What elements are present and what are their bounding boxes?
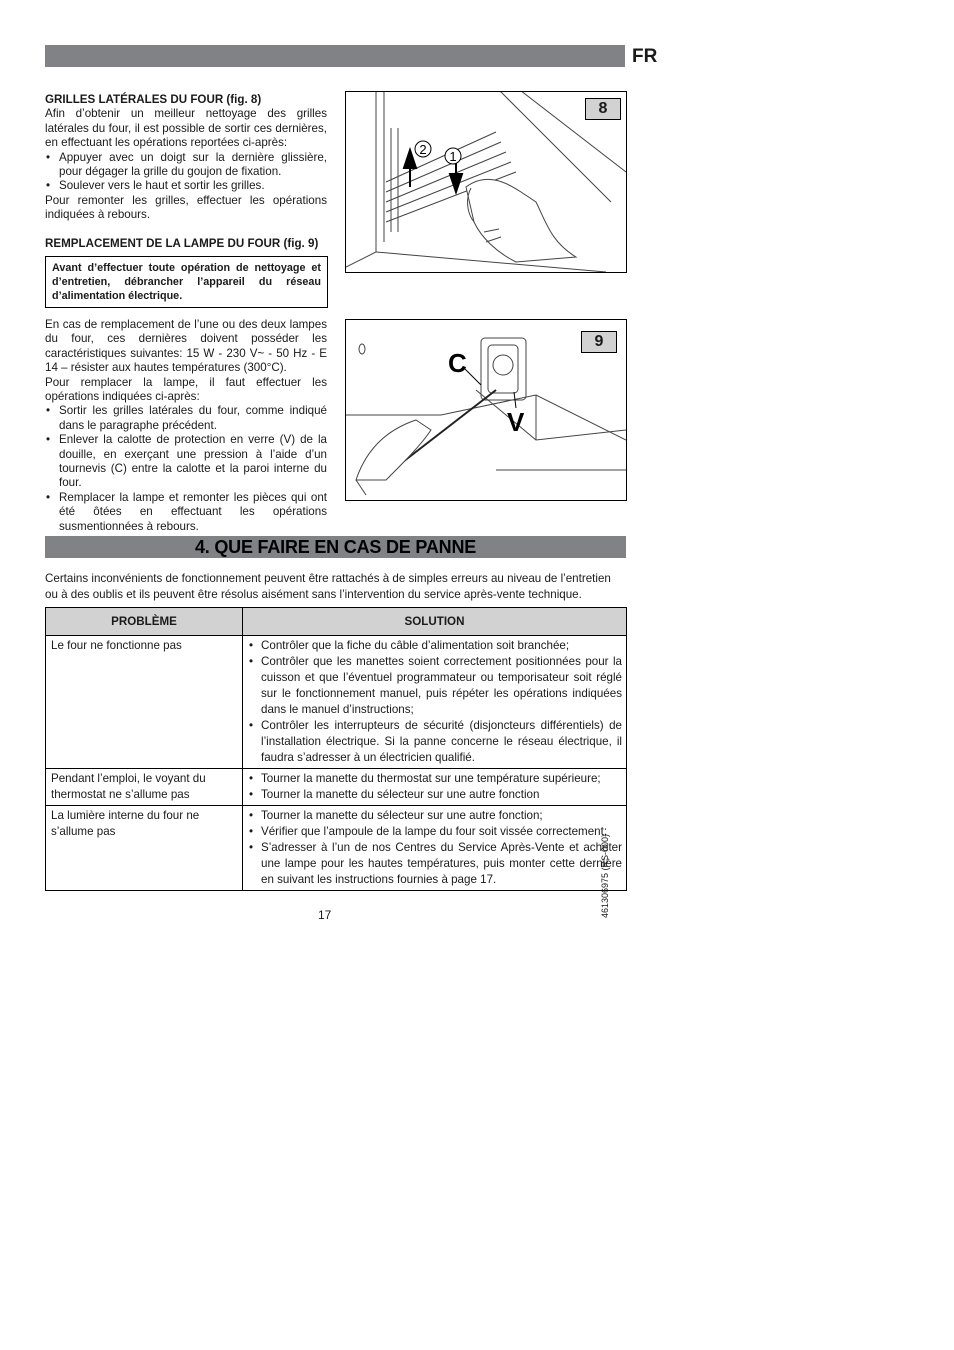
language-code: FR xyxy=(632,46,658,67)
lampe-section xyxy=(45,318,327,534)
table-row xyxy=(46,769,627,806)
figure-number: 8 xyxy=(585,98,621,120)
section-title: 4. QUE FAIRE EN CAS DE PANNE xyxy=(194,537,477,557)
list-item: • Remplacer la lampe et remonter les pièces qui ont été ôtées en effectuant les opérations susmentionnées à rebours. xyxy=(45,491,327,534)
list-item: • Sortir les grilles latérales du four, comme indiqué dans le paragraphe précédent. xyxy=(45,404,327,433)
header-bar xyxy=(45,45,625,67)
figure-number: 9 xyxy=(581,331,617,353)
table-row xyxy=(46,636,627,769)
list-item: • Appuyer avec un doigt sur la dernière glissière, pour dégager la grille du goujon de fixation. xyxy=(45,151,327,180)
lampe-title: REMPLACEMENT DE LA LAMPE DU FOUR (fig. 9) xyxy=(45,237,319,250)
section-bar xyxy=(45,536,626,558)
problem-cell: La lumière interne du four ne s’allume pas xyxy=(46,806,243,891)
label-v: V xyxy=(507,407,525,437)
grilles-outro: Pour remonter les grilles, effectuer les opérations indiquées à rebours. xyxy=(45,193,327,222)
list-item: • Tourner la manette du sélecteur sur une autre fonction xyxy=(248,787,622,803)
list-item: • Contrôler les interrupteurs de sécurité (disjoncteurs différentiels) de l’installation électrique. Si la panne concerne le réseau électrique, il faudra s’adresser à un électricien qualifié. xyxy=(248,718,622,766)
list-item: • Tourner la manette du sélecteur sur une autre fonction; xyxy=(248,808,622,824)
warning-box: Avant d’effectuer toute opération de nettoyage et d’entretien, débrancher l’appareil du réseau d’alimentation électrique. xyxy=(45,256,328,308)
lampe-bullets xyxy=(45,404,327,534)
step-2-label: 2 xyxy=(419,142,427,157)
list-item: • S’adresser à l’un de nos Centres du Service Après-Vente et acheter une lampe pour les hautes températures, puis monter cette dernière en suivant les instructions fournies à page 17. xyxy=(248,840,622,888)
list-item: • Contrôler que les manettes soient correctement positionnées pour la cuisson et que l’éventuel programmateur ou temporisateur soit réglé sur le fonctionnement manuel, puis répéter les opérations indiquées dans le manuel d’instructions; xyxy=(248,654,622,718)
step-1-label: 1 xyxy=(449,149,457,164)
section-intro: Certains inconvénients de fonctionnement peuvent être rattachés à de simples erreurs au niveau de l’entretien ou à des oublis et ils peuvent être résolus aisément sans l’intervention du service après-vente technique. xyxy=(45,572,611,601)
troubleshooting-table xyxy=(45,607,627,891)
figure-8 xyxy=(345,91,627,273)
page-number: 17 xyxy=(318,908,332,922)
solution-cell xyxy=(243,636,627,769)
table-header-row xyxy=(46,608,627,636)
problem-cell: Le four ne fonctionne pas xyxy=(46,636,243,769)
list-item: • Contrôler que la fiche du câble d’alimentation soit branchée; xyxy=(248,638,622,654)
list-item: • Enlever la calotte de protection en verre (V) de la douille, en exerçant une pression à l’aide d’un tournevis (C) entre la calotte et la paroi interne du four. xyxy=(45,433,327,491)
list-item: • Soulever vers le haut et sortir les grilles. xyxy=(45,179,327,193)
label-c: C xyxy=(448,348,467,378)
solution-cell xyxy=(243,769,627,806)
solution-cell xyxy=(243,806,627,891)
list-item: • Tourner la manette du thermostat sur une température supérieure; xyxy=(248,771,622,787)
header-problem: PROBLÈME xyxy=(46,608,243,636)
header-solution: SOLUTION xyxy=(243,608,627,636)
problem-cell: Pendant l’emploi, le voyant du thermostat ne s’allume pas xyxy=(46,769,243,806)
document-code: 461306975 (RS-000) xyxy=(600,833,610,919)
figure-9 xyxy=(345,319,627,501)
table-row xyxy=(46,806,627,891)
lampe-para1: En cas de remplacement de l’une ou des deux lampes du four, ces dernières doivent posséder les caractéristiques suivantes: 15 W - 230 V~ - 50 Hz - E 14 – résister aux hautes températures (300°C). xyxy=(45,318,327,375)
list-item: • Vérifier que l’ampoule de la lampe du four soit vissée correctement; xyxy=(248,824,622,840)
grilles-bullets xyxy=(45,151,327,194)
grilles-title: GRILLES LATÉRALES DU FOUR (fig. 8) xyxy=(45,93,262,106)
lampe-para2: Pour remplacer la lampe, il faut effectuer les opérations indiquées ci-après: xyxy=(45,375,327,404)
grilles-section xyxy=(45,93,327,223)
grilles-intro: Afin d’obtenir un meilleur nettoyage des grilles latérales du four, il est possible de sortir ces dernières, en effectuant les opérations reportées ci-après: xyxy=(45,107,327,150)
oven-rack-illustration xyxy=(346,92,626,272)
